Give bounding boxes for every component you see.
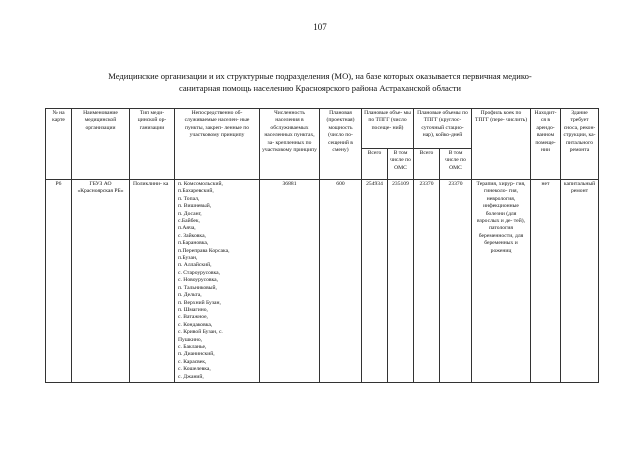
cell-capacity: 600 [320,180,362,383]
header-org-type: Тип меди- цинской ор- ганизации [130,109,175,180]
settlement-item: с.Байбек, [178,218,200,225]
settlement-item: п. Шмагино, [178,306,208,313]
settlement-item: с. Новоурусовка, [178,277,219,284]
header-bed-profile: Профиль коек по ТПГГ (пере- числить) [472,109,531,180]
header-card-no: № на карте [46,109,72,180]
title-line-2: санитарная помощь населению Красноярского района Астраханской области [178,82,462,93]
cell-bed-profile: Терапия, хирур- гия, гинеколо- гия, неврология, инфекционные болезни (для взрослых и де- тей), патология беременности, для беременных и рожениц [472,180,531,383]
settlement-item: п. Досанг, [178,210,202,217]
header-visits-total: Всего [362,149,388,180]
header-rented: Находит- ся в арендо- ванном помеще- нии [531,109,561,180]
cell-beds-oms: 23370 [440,180,472,383]
page-number: 107 [313,22,327,32]
cell-visits-oms: 235109 [388,180,414,383]
settlement-item: п.Переправа Корсака, [178,247,230,254]
settlement-item: с. Бакланье, [178,343,207,350]
settlement-item: п.Барановка, [178,240,209,247]
settlement-item: п. Тальниковый, [178,284,217,291]
settlement-item: п.Бузан, [178,255,198,262]
medical-organizations-table [45,108,599,383]
document-title [60,71,580,94]
settlement-item: п.Аяча, [178,225,196,232]
settlement-item: с. Зайковка, [178,232,206,239]
settlement-item: п. Вишневый, [178,203,212,210]
cell-beds-total: 23370 [414,180,440,383]
header-beds-oms: В том числе по ОМС [440,149,472,180]
header-settlements: Непосредственно об- служиваемые населен- ные пункты, закреп- ленные по участковому принципу [175,109,260,180]
settlement-item: Пушкино, [178,336,203,343]
settlement-item: п. Дельта, [178,292,202,299]
cell-settlements [175,180,260,383]
cell-visits-total: 254934 [362,180,388,383]
header-capacity: Плановая (проектная) мощность (число по- сещений в смену) [320,109,362,180]
cell-org-type: Поликлини- ка [130,180,175,383]
settlement-item: с. Кривой Бузан, с. [178,329,223,336]
header-repair: Здание требует сноса, рекон- струкции, ка- питального ремонта [561,109,599,180]
settlement-item: с. Джаний, [178,373,204,380]
settlement-item: п. Дианинский, [178,351,215,358]
settlement-item: п. Топал, [178,195,200,202]
cell-card-no: Р6 [46,180,72,383]
header-org-name: Наименование медицинской организации [72,109,130,180]
header-planned-visits: Плановые объе- мы по ТПГГ (число посеще- ний) [362,109,414,149]
header-planned-beds: Плановые объемы по ТПГГ (круглос- суточный стацио- нар), койко-дней [414,109,472,149]
header-beds-total: Всего [414,149,440,180]
settlement-item: с. Ватажное, [178,314,208,321]
cell-rented: нет [531,180,561,383]
table-row [46,180,599,383]
header-visits-oms: В том числе по ОМС [388,149,414,180]
cell-org-name: ГБУЗ АО «Красноярская РБ» [72,180,130,383]
header-population: Численность населения в обслуживаемых населенных пунктах, за- крепленных по участковому принципу [260,109,320,180]
cell-repair: капитальный ремонт [561,180,599,383]
settlement-item: с. Кондаковка, [178,321,213,328]
title-line-1: Медицинские организации и их структурные подразделения (МО), на базе которых оказывается первичная медико- [108,71,532,81]
settlement-item: п. Комсомольский, [178,181,223,187]
settlement-item: п. Аллайский, [178,262,212,269]
settlement-item: п.Бахаревский, [178,188,214,195]
cell-population: 36881 [260,180,320,383]
settlement-item: с. Староурусовка, [178,269,221,276]
settlement-item: п. Верхний Бузан, [178,299,221,306]
settlement-item: с. Карасвек, [178,358,207,365]
settlement-item: с. Кошелевка, [178,366,211,373]
